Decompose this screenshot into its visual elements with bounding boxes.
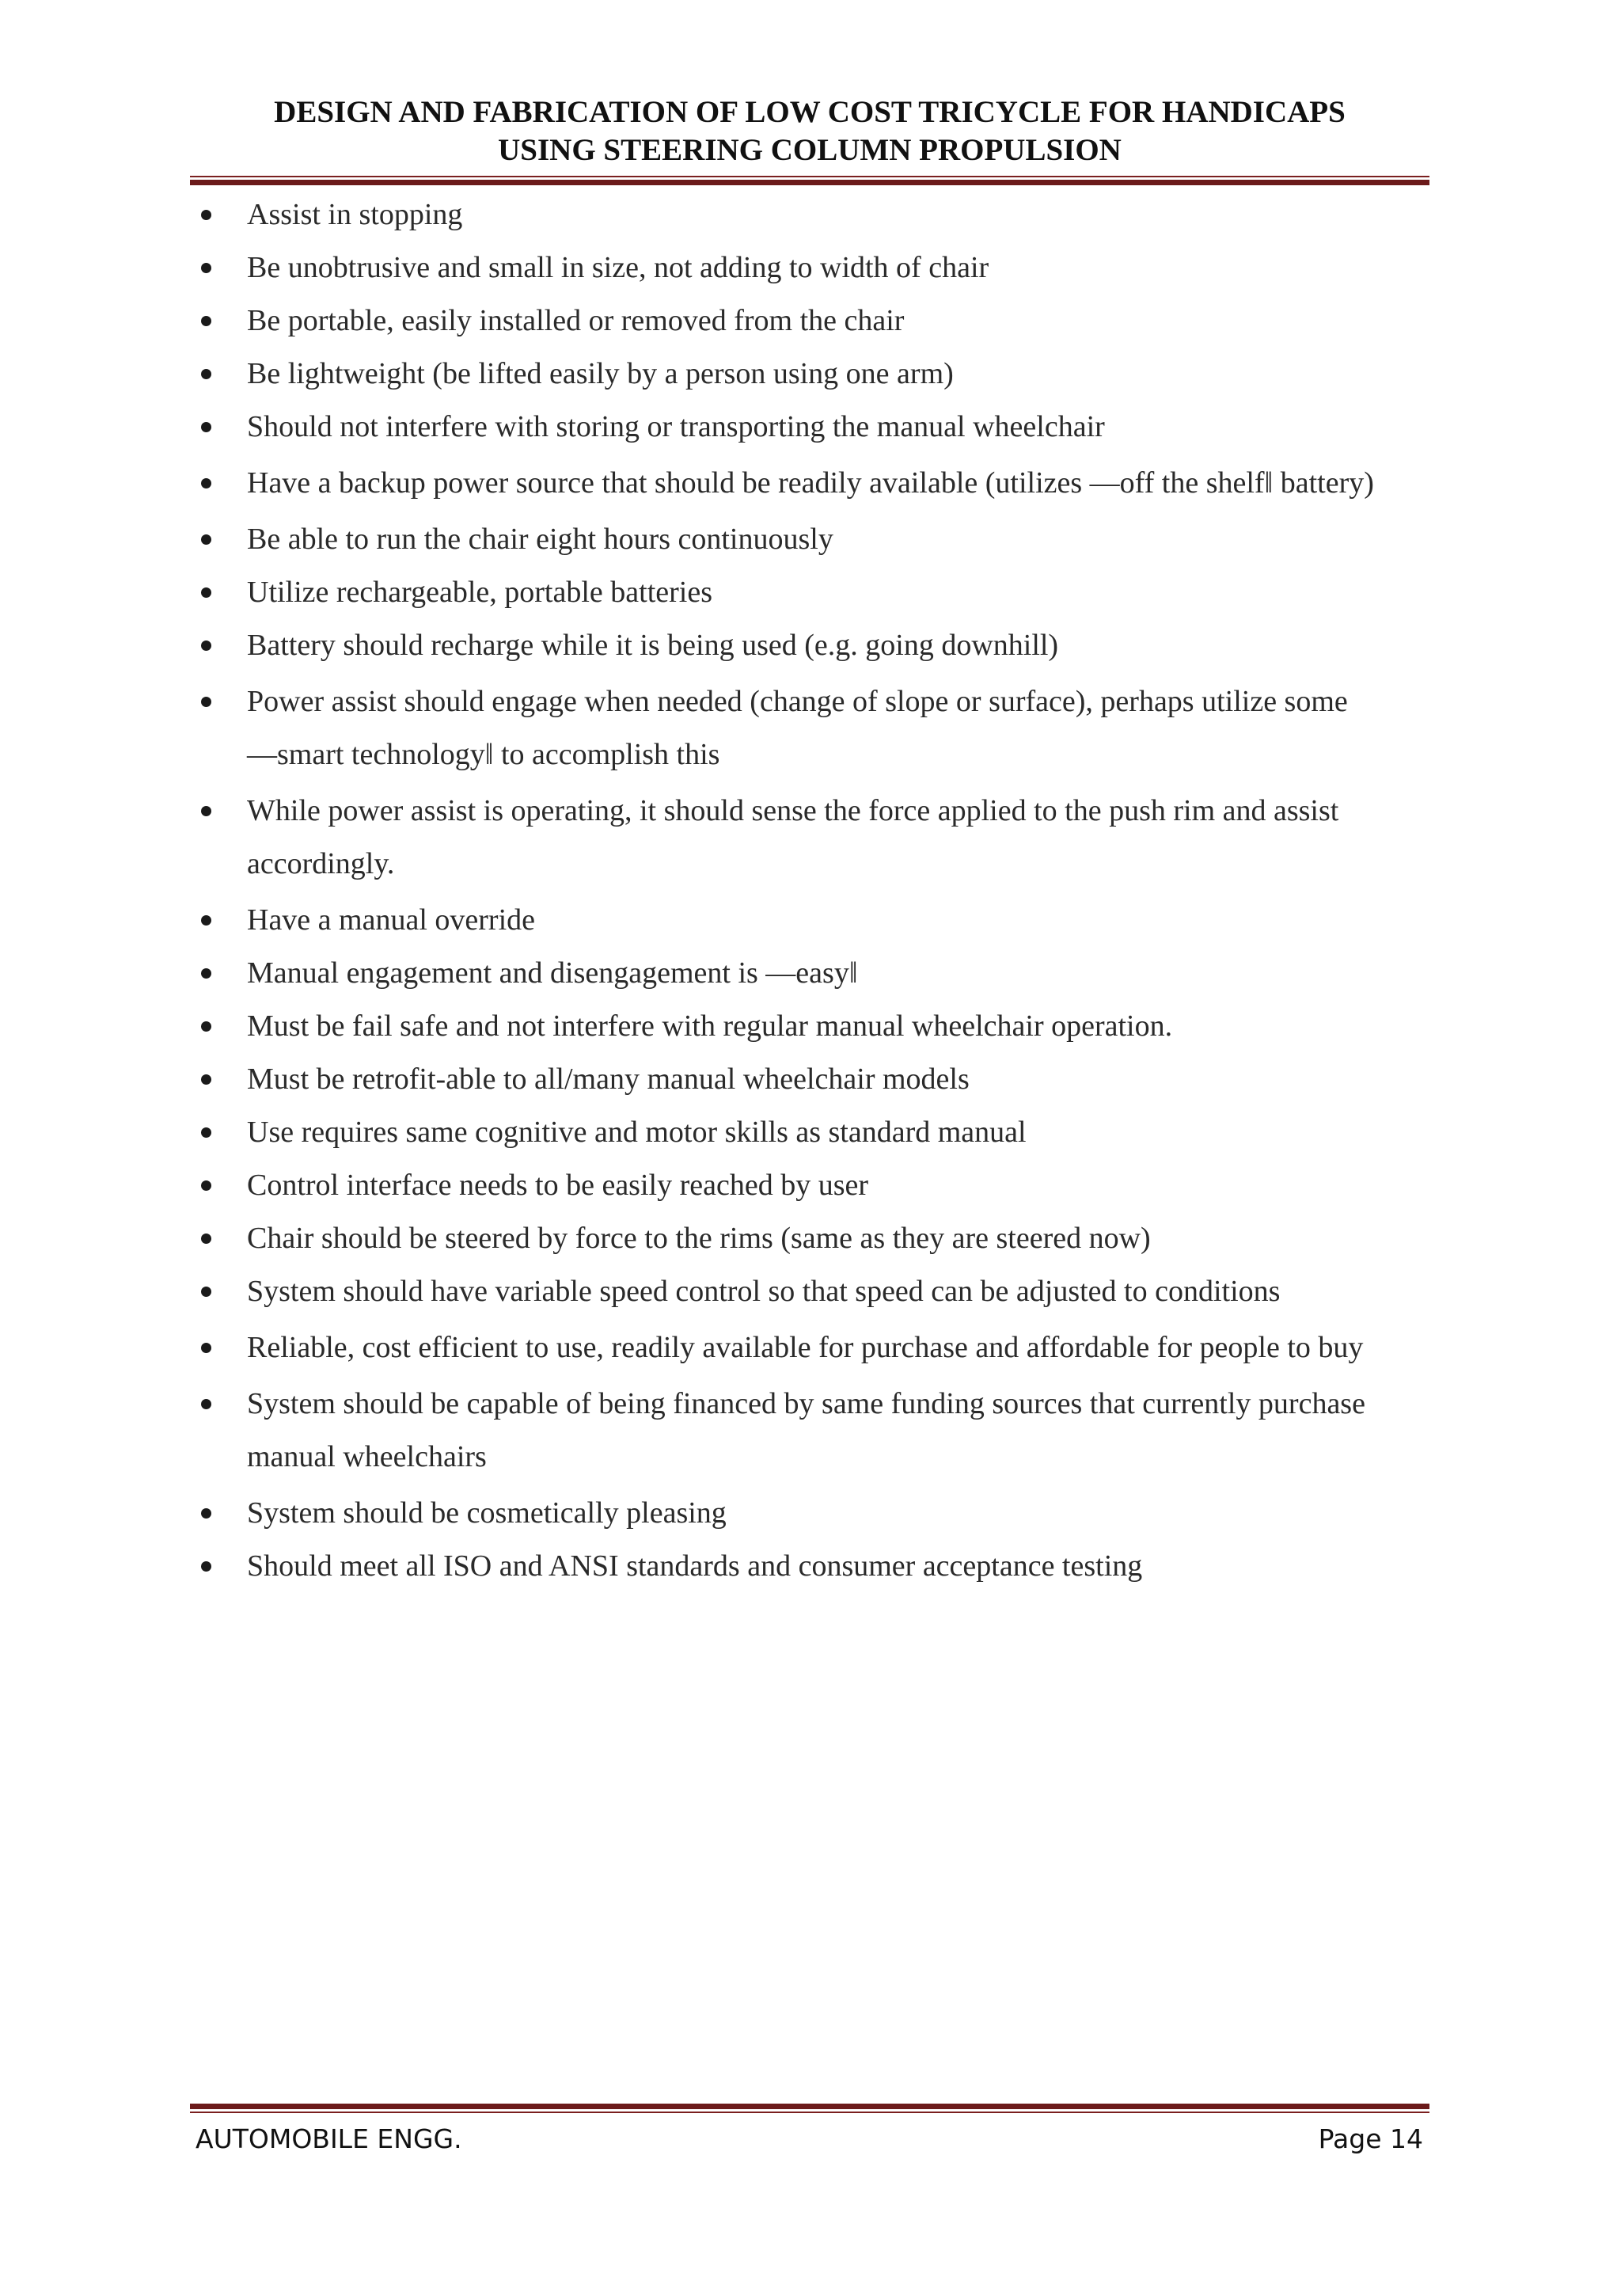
bullet-icon — [201, 1508, 211, 1519]
bullet-icon — [201, 1127, 211, 1138]
list-item — [190, 1378, 1429, 1484]
list-item-text: Be portable, easily installed or removed from the chair — [247, 304, 905, 337]
page-header — [190, 93, 1429, 169]
header-title-line-1: DESIGN AND FABRICATION OF LOW COST TRICYCLE FOR HANDICAPS — [274, 95, 1346, 129]
list-item — [190, 241, 1429, 295]
list-item — [190, 785, 1429, 891]
bullet-icon — [201, 1287, 211, 1297]
list-item-text: Be lightweight (be lifted easily by a person using one arm) — [247, 357, 954, 390]
list-item-text: Manual engagement and disengagement is ―easy‖ — [247, 956, 858, 990]
page-number: Page 14 — [1318, 2123, 1423, 2154]
list-item — [190, 1106, 1429, 1159]
bullet-icon — [201, 1561, 211, 1572]
bullet-icon — [201, 806, 211, 816]
footer-rule-thick — [190, 2104, 1429, 2109]
bullet-icon — [201, 369, 211, 379]
list-item-text: System should have variable speed control so that speed can be adjusted to conditions — [247, 1275, 1281, 1308]
bullet-icon — [201, 1021, 211, 1032]
list-item-text: Power assist should engage when needed (change of slope or surface), perhaps utilize some ―smart technology‖ to accomplish this — [247, 685, 1348, 771]
list-item-text: Use requires same cognitive and motor skills as standard manual — [247, 1116, 1027, 1149]
list-item — [190, 348, 1429, 401]
bullet-icon — [201, 915, 211, 926]
list-item — [190, 566, 1429, 619]
list-item — [190, 513, 1429, 566]
footer-department: AUTOMOBILE ENGG. — [196, 2123, 462, 2154]
bullet-icon — [201, 210, 211, 220]
list-item — [190, 457, 1429, 510]
list-item — [190, 947, 1429, 1000]
bullet-icon — [201, 478, 211, 488]
list-item-text: Be unobtrusive and small in size, not adding to width of chair — [247, 251, 989, 284]
list-item — [190, 188, 1429, 241]
list-item — [190, 1053, 1429, 1106]
bullet-icon — [201, 641, 211, 651]
list-item-text: Must be fail safe and not interfere with regular manual wheelchair operation. — [247, 1009, 1173, 1043]
header-rule-thick — [190, 180, 1429, 185]
list-item-text: Have a backup power source that should be readily available (utilizes ―off the shelf‖ battery) — [247, 466, 1374, 500]
bullet-icon — [201, 1074, 211, 1085]
bullet-icon — [201, 422, 211, 432]
list-item — [190, 1487, 1429, 1540]
list-item-text: System should be cosmetically pleasing — [247, 1496, 727, 1530]
list-item — [190, 401, 1429, 454]
list-item-text: Reliable, cost efficient to use, readily available for purchase and affordable for people to buy — [247, 1331, 1364, 1364]
list-item — [190, 619, 1429, 672]
list-item — [190, 894, 1429, 947]
list-item-text: Should meet all ISO and ANSI standards and consumer acceptance testing — [247, 1549, 1143, 1583]
list-item-text: Assist in stopping — [247, 198, 463, 231]
list-item — [190, 675, 1429, 781]
list-item-text: Battery should recharge while it is being used (e.g. going downhill) — [247, 629, 1059, 662]
list-item-text: While power assist is operating, it should sense the force applied to the push rim and assist accordingly. — [247, 794, 1339, 880]
list-item-text: Chair should be steered by force to the rims (same as they are steered now) — [247, 1222, 1151, 1255]
bullet-icon — [201, 1343, 211, 1353]
bullet-icon — [201, 263, 211, 273]
header-rule-thin — [190, 176, 1429, 177]
footer-rule-thin — [190, 2112, 1429, 2113]
list-item — [190, 1540, 1429, 1593]
list-item — [190, 1159, 1429, 1212]
list-item-text: Have a manual override — [247, 903, 535, 937]
requirements-list — [190, 188, 1429, 1593]
list-item-text: System should be capable of being financed by same funding sources that currently purchase manual wheelchairs — [247, 1387, 1365, 1473]
list-item — [190, 1212, 1429, 1265]
list-item-text: Control interface needs to be easily reached by user — [247, 1169, 869, 1202]
bullet-icon — [201, 1180, 211, 1191]
list-item-text: Must be retrofit-able to all/many manual wheelchair models — [247, 1062, 970, 1096]
bullet-icon — [201, 1399, 211, 1409]
list-item-text: Utilize rechargeable, portable batteries — [247, 576, 712, 609]
bullet-icon — [201, 534, 211, 545]
list-item-text: Should not interfere with storing or transporting the manual wheelchair — [247, 410, 1105, 443]
header-title-line-2: USING STEERING COLUMN PROPULSION — [498, 133, 1122, 167]
list-item — [190, 1000, 1429, 1053]
list-item — [190, 1321, 1429, 1374]
list-item — [190, 1265, 1429, 1318]
list-item-text: Be able to run the chair eight hours continuously — [247, 523, 833, 556]
bullet-icon — [201, 968, 211, 979]
bullet-icon — [201, 697, 211, 707]
bullet-icon — [201, 587, 211, 598]
bullet-icon — [201, 1234, 211, 1244]
bullet-icon — [201, 316, 211, 326]
list-item — [190, 295, 1429, 348]
